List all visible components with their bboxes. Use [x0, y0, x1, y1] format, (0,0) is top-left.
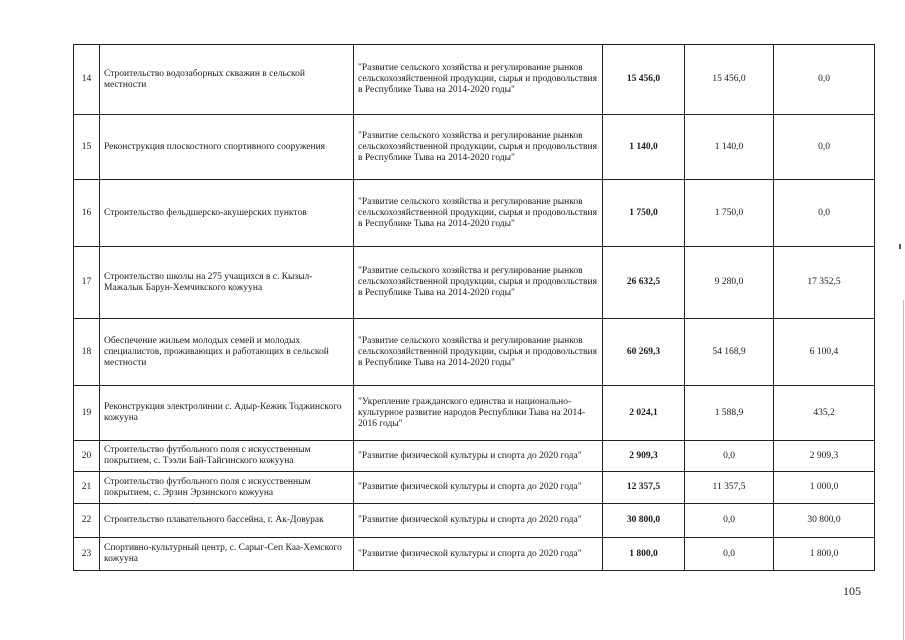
row-number: 17	[74, 247, 100, 319]
object-name: Строительство фельдшерско-акушерских пунктов	[100, 180, 354, 247]
object-name: Строительство школы на 275 учащихся в с. Кызыл-Мажалык Барун-Хемчикского кожууна	[100, 247, 354, 319]
total-amount: 2 024,1	[603, 386, 685, 441]
row-number: 19	[74, 386, 100, 441]
table-body	[74, 45, 875, 571]
amount-col-2: 0,0	[685, 504, 774, 538]
object-name: Обеспечение жильем молодых семей и молодых специалистов, проживающих и работающих в сельской местности	[100, 319, 354, 386]
scan-edge-mark	[899, 244, 901, 249]
amount-col-2: 1 588,9	[685, 386, 774, 441]
object-name: Спортивно-культурный центр, с. Сарыг-Сеп Каа-Хемского кожууна	[100, 538, 354, 571]
table-row	[74, 247, 875, 319]
table-row	[74, 386, 875, 441]
table-row	[74, 45, 875, 115]
table-row	[74, 441, 875, 472]
total-amount: 1 140,0	[603, 115, 685, 180]
row-number: 20	[74, 441, 100, 472]
row-number: 18	[74, 319, 100, 386]
object-name: Строительство водозаборных скважин в сельской местности	[100, 45, 354, 115]
table-row	[74, 472, 875, 504]
investment-table	[73, 44, 875, 571]
table-row	[74, 319, 875, 386]
amount-col-3: 0,0	[774, 115, 875, 180]
amount-col-3: 0,0	[774, 180, 875, 247]
amount-col-3: 0,0	[774, 45, 875, 115]
amount-col-2: 11 357,5	[685, 472, 774, 504]
table-row	[74, 504, 875, 538]
object-name: Реконструкция плоскостного спортивного сооружения	[100, 115, 354, 180]
total-amount: 30 800,0	[603, 504, 685, 538]
amount-col-2: 1 750,0	[685, 180, 774, 247]
amount-col-3: 1 800,0	[774, 538, 875, 571]
program-name: "Развитие сельского хозяйства и регулирование рынков сельскохозяйственной продукции, сырья и продовольствия в Республике Тыва на 2014-2020 годы"	[354, 319, 603, 386]
amount-col-2: 0,0	[685, 538, 774, 571]
row-number: 15	[74, 115, 100, 180]
amount-col-2: 1 140,0	[685, 115, 774, 180]
table-row	[74, 538, 875, 571]
amount-col-3: 17 352,5	[774, 247, 875, 319]
program-name: "Развитие физической культуры и спорта до 2020 года"	[354, 538, 603, 571]
amount-col-3: 435,2	[774, 386, 875, 441]
scan-edge-line	[903, 300, 904, 640]
total-amount: 15 456,0	[603, 45, 685, 115]
total-amount: 1 750,0	[603, 180, 685, 247]
object-name: Строительство футбольного поля с искусственным покрытием, с. Тээли Бай-Тайгинского кожууна	[100, 441, 354, 472]
amount-col-3: 2 909,3	[774, 441, 875, 472]
program-name: "Развитие сельского хозяйства и регулирование рынков сельскохозяйственной продукции, сырья и продовольствия в Республике Тыва на 2014-2020 годы"	[354, 247, 603, 319]
object-name: Строительство плавательного бассейна, г. Ак-Довурак	[100, 504, 354, 538]
amount-col-2: 9 280,0	[685, 247, 774, 319]
program-name: "Развитие физической культуры и спорта до 2020 года"	[354, 441, 603, 472]
program-name: "Развитие сельского хозяйства и регулирование рынков сельскохозяйственной продукции, сырья и продовольствия в Республике Тыва на 2014-2020 годы"	[354, 115, 603, 180]
amount-col-3: 30 800,0	[774, 504, 875, 538]
program-name: "Развитие сельского хозяйства и регулирование рынков сельскохозяйственной продукции, сырья и продовольствия в Республике Тыва на 2014-2020 годы"	[354, 180, 603, 247]
object-name: Реконструкция электролинии с. Адыр-Кежик Тоджинского кожууна	[100, 386, 354, 441]
table-row	[74, 115, 875, 180]
amount-col-2: 54 168,9	[685, 319, 774, 386]
program-name: "Развитие физической культуры и спорта до 2020 года"	[354, 504, 603, 538]
object-name: Строительство футбольного поля с искусственным покрытием, с. Эрзин Эрзинского кожууна	[100, 472, 354, 504]
total-amount: 26 632,5	[603, 247, 685, 319]
program-name: "Укрепление гражданского единства и национально-культурное развитие народов Республики Тыва на 2014-2016 годы"	[354, 386, 603, 441]
row-number: 22	[74, 504, 100, 538]
amount-col-3: 1 000,0	[774, 472, 875, 504]
program-name: "Развитие физической культуры и спорта до 2020 года"	[354, 472, 603, 504]
page-number: 105	[843, 584, 861, 598]
amount-col-2: 15 456,0	[685, 45, 774, 115]
row-number: 23	[74, 538, 100, 571]
table-row	[74, 180, 875, 247]
total-amount: 12 357,5	[603, 472, 685, 504]
total-amount: 60 269,3	[603, 319, 685, 386]
row-number: 14	[74, 45, 100, 115]
program-name: "Развитие сельского хозяйства и регулирование рынков сельскохозяйственной продукции, сырья и продовольствия в Республике Тыва на 2014-2020 годы"	[354, 45, 603, 115]
row-number: 16	[74, 180, 100, 247]
total-amount: 1 800,0	[603, 538, 685, 571]
row-number: 21	[74, 472, 100, 504]
amount-col-2: 0,0	[685, 441, 774, 472]
amount-col-3: 6 100,4	[774, 319, 875, 386]
total-amount: 2 909,3	[603, 441, 685, 472]
